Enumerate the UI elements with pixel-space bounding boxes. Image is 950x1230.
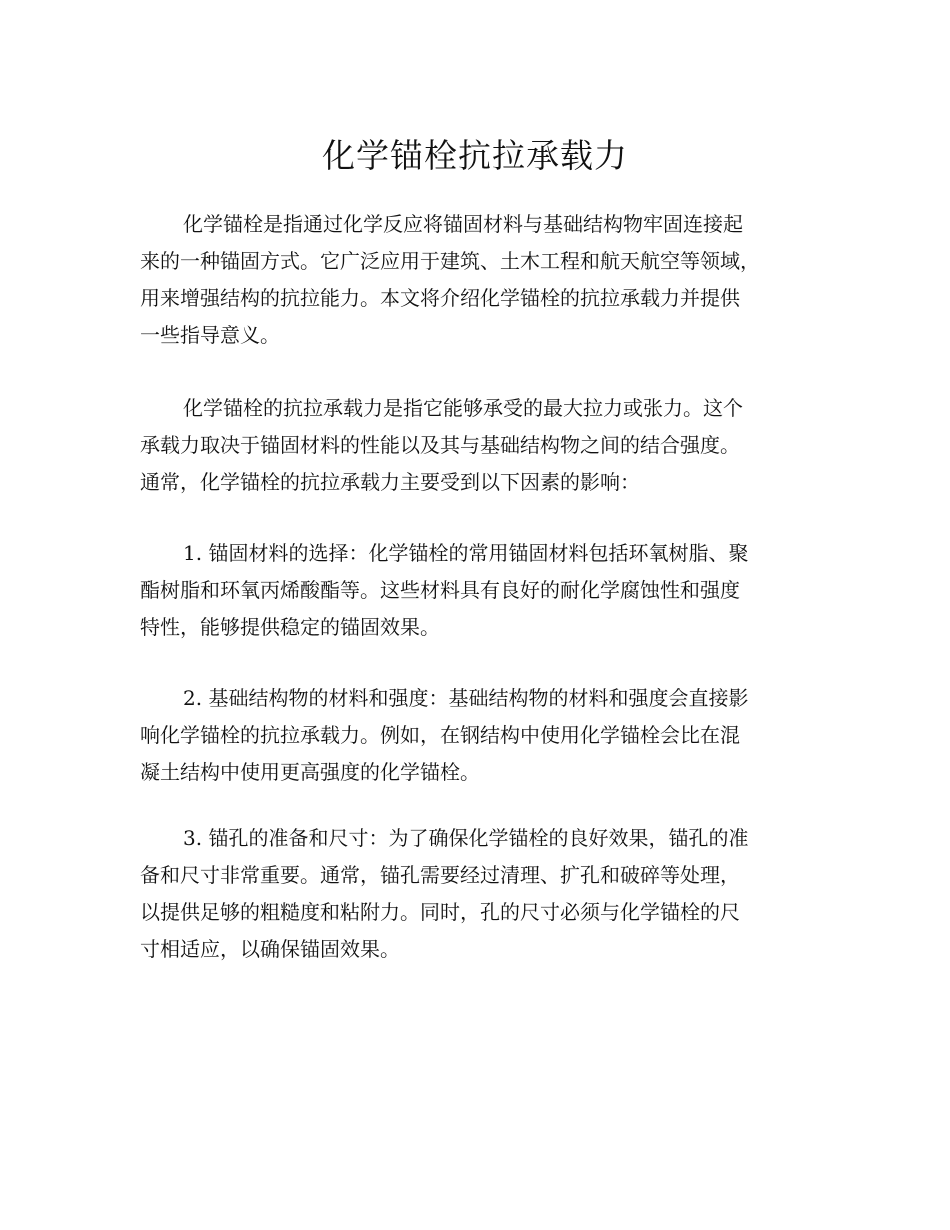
paragraph-line: 通常，化学锚栓的抗拉承载力主要受到以下因素的影响：	[140, 470, 640, 494]
list-item-3	[140, 820, 840, 968]
list-item-1	[140, 535, 840, 646]
paragraph-line: 用来增强结构的抗拉能力。本文将介绍化学锚栓的抗拉承载力并提供	[140, 286, 740, 310]
paragraph-line: 化学锚栓是指通过化学反应将锚固材料与基础结构物牢固连接起	[183, 212, 743, 236]
paragraph-intro	[140, 206, 840, 354]
paragraph-line: 以提供足够的粗糙度和粘附力。同时，孔的尺寸必须与化学锚栓的尺	[140, 900, 740, 924]
paragraph-line: 1. 锚固材料的选择：化学锚栓的常用锚固材料包括环氧树脂、聚	[183, 541, 749, 565]
paragraph-line: 凝土结构中使用更高强度的化学锚栓。	[140, 760, 480, 784]
paragraph-line: 一些指导意义。	[140, 323, 280, 347]
paragraph-line: 特性，能够提供稳定的锚固效果。	[140, 615, 440, 639]
paragraph-line: 化学锚栓的抗拉承载力是指它能够承受的最大拉力或张力。这个	[183, 396, 743, 420]
paragraph-line: 来的一种锚固方式。它广泛应用于建筑、土木工程和航天航空等领域，	[140, 249, 760, 273]
document-title: 化学锚栓抗拉承载力	[322, 136, 628, 175]
paragraph-line: 2. 基础结构物的材料和强度：基础结构物的材料和强度会直接影	[183, 686, 749, 710]
paragraph-line: 3. 锚孔的准备和尺寸：为了确保化学锚栓的良好效果，锚孔的准	[183, 826, 749, 850]
paragraph-line: 酯树脂和环氧丙烯酸酯等。这些材料具有良好的耐化学腐蚀性和强度	[140, 578, 740, 602]
paragraph-line: 承载力取决于锚固材料的性能以及其与基础结构物之间的结合强度。	[140, 433, 740, 457]
paragraph-line: 响化学锚栓的抗拉承载力。例如，在钢结构中使用化学锚栓会比在混	[140, 723, 740, 747]
paragraph-line: 寸相适应，以确保锚固效果。	[140, 937, 400, 961]
paragraph-definition	[140, 390, 840, 501]
list-item-2	[140, 680, 840, 791]
paragraph-line: 备和尺寸非常重要。通常，锚孔需要经过清理、扩孔和破碎等处理，	[140, 863, 740, 887]
